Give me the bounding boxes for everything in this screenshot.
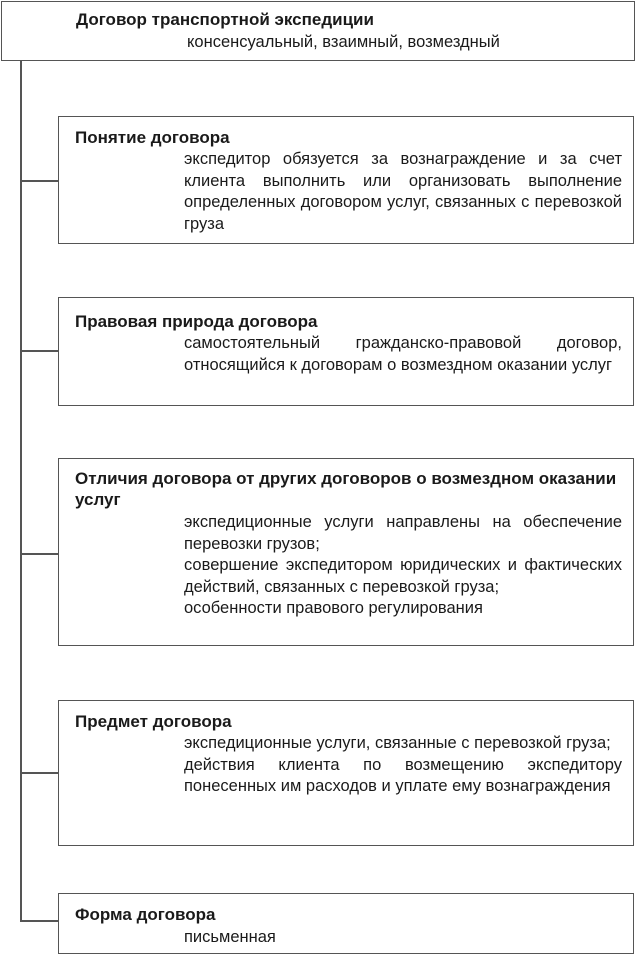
concept-box (58, 116, 634, 244)
legal-nature-box (58, 297, 634, 406)
form-box (58, 893, 634, 954)
legal-nature-title: Правовая природа договора (75, 312, 318, 331)
connector-5 (20, 920, 59, 922)
root-box (1, 1, 635, 61)
connector-4 (20, 772, 59, 774)
legal-nature-desc (184, 333, 622, 376)
subject-desc (184, 733, 622, 798)
subject-box (58, 700, 634, 846)
differences-desc (184, 512, 622, 620)
form-desc (184, 927, 622, 949)
differences-line: экспедиционные услуги направлены на обеспечение перевозки грузов; (184, 513, 622, 553)
concept-desc (184, 149, 622, 235)
differences-line: особенности правового регулирования (184, 599, 483, 617)
subject-line: экспедиционные услуги, связанные с перевозкой груза; (184, 734, 611, 752)
connector-1 (20, 180, 59, 182)
form-line: письменная (184, 928, 276, 946)
subject-line: действия клиента по возмещению экспедитору понесенных им расходов и уплате ему вознаграждения (184, 755, 622, 795)
root-subtitle: консенсуальный, взаимный, возмездный (187, 33, 500, 51)
subject-title: Предмет договора (75, 712, 232, 731)
concept-title: Понятие договора (75, 128, 230, 147)
connector-3 (20, 553, 59, 555)
form-title: Форма договора (75, 905, 216, 924)
connector-2 (20, 350, 59, 352)
differences-title: Отличия договора от других договоров о возмездном оказании услуг (75, 469, 617, 509)
concept-line: экспедитор обязуется за вознаграждение и за счет клиента выполнить или организовать выполнение определенных договором услуг, связанных с перевозкой груза (184, 150, 622, 233)
differences-line: совершение экспедитором юридических и фактических действий, связанных с перевозкой груза; (184, 556, 622, 596)
tree-spine (20, 60, 22, 921)
legal-nature-line: самостоятельный гражданско-правовой договор, относящийся к договорам о возмездном оказании услуг (184, 334, 622, 374)
root-title: Договор транспортной экспедиции (76, 10, 374, 29)
differences-box (58, 458, 634, 646)
